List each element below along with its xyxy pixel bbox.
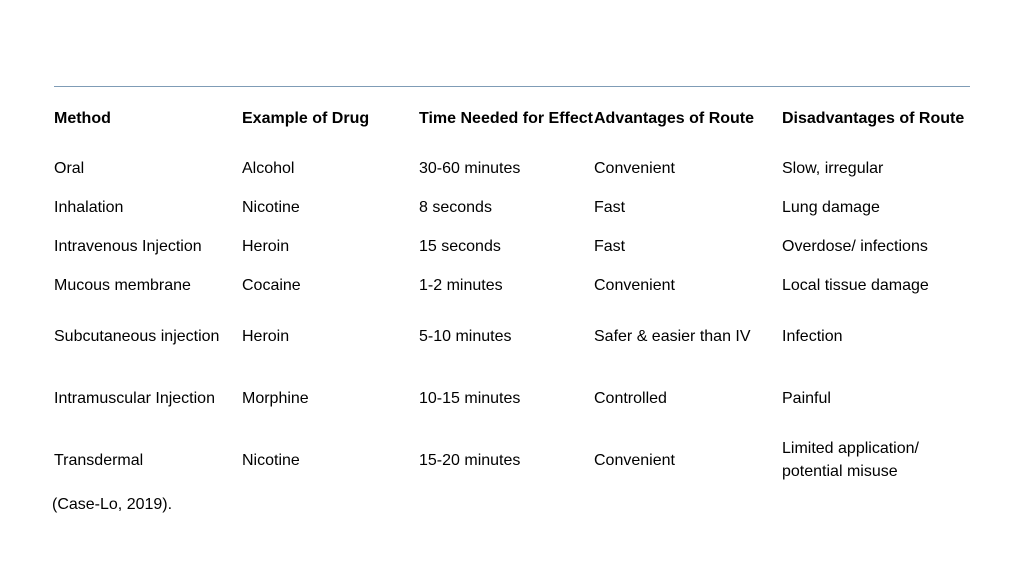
cell-advantage: Fast bbox=[594, 238, 626, 255]
header-method: Method bbox=[54, 109, 111, 127]
cell-drug: Alcohol bbox=[242, 160, 295, 177]
cell-disadvantage: Painful bbox=[782, 389, 831, 407]
table-row bbox=[54, 188, 970, 227]
cell-time: 1-2 minutes bbox=[419, 277, 503, 294]
cell-drug: Morphine bbox=[242, 389, 309, 407]
cell-method: Intravenous Injection bbox=[54, 238, 202, 255]
cell-method: Transdermal bbox=[54, 451, 144, 469]
cell-drug: Heroin bbox=[242, 327, 290, 345]
table-row bbox=[54, 227, 970, 266]
cell-method: Oral bbox=[54, 160, 85, 177]
cell-advantage: Safer & easier than IV bbox=[594, 327, 751, 345]
cell-advantage: Convenient bbox=[594, 451, 675, 469]
cell-drug: Cocaine bbox=[242, 277, 301, 294]
cell-disadvantage: Lung damage bbox=[782, 199, 880, 216]
cell-advantage: Convenient bbox=[594, 160, 675, 177]
cell-time: 15-20 minutes bbox=[419, 451, 521, 469]
cell-disadvantage: Infection bbox=[782, 327, 843, 345]
cell-disadvantage: Overdose/ infections bbox=[782, 238, 928, 255]
header-time-needed: Time Needed for Effect bbox=[419, 109, 593, 127]
cell-time: 30-60 minutes bbox=[419, 160, 521, 177]
cell-time: 10-15 minutes bbox=[419, 389, 521, 407]
cell-advantage: Convenient bbox=[594, 277, 675, 294]
cell-method: Subcutaneous injection bbox=[54, 327, 220, 345]
cell-disadvantage: Limited application/ potential misuse bbox=[782, 440, 919, 480]
table-row bbox=[54, 429, 970, 491]
header-advantages: Advantages of Route bbox=[594, 109, 755, 127]
citation: (Case-Lo, 2019). bbox=[52, 496, 173, 513]
cell-time: 8 seconds bbox=[419, 199, 492, 216]
cell-method: Intramuscular Injection bbox=[54, 389, 215, 407]
cell-disadvantage: Slow, irregular bbox=[782, 160, 884, 177]
table-row bbox=[54, 367, 970, 429]
header-disadvantages: Disadvantages of Route bbox=[782, 109, 965, 127]
cell-disadvantage: Local tissue damage bbox=[782, 277, 929, 294]
header-example-of-drug: Example of Drug bbox=[242, 109, 370, 127]
drug-routes-table bbox=[54, 87, 970, 491]
table-row bbox=[54, 305, 970, 367]
cell-drug: Heroin bbox=[242, 238, 290, 255]
table-row bbox=[54, 266, 970, 305]
table-header-row bbox=[54, 87, 970, 149]
cell-advantage: Controlled bbox=[594, 389, 667, 407]
table-row bbox=[54, 149, 970, 188]
cell-time: 5-10 minutes bbox=[419, 327, 512, 345]
cell-time: 15 seconds bbox=[419, 238, 501, 255]
cell-drug: Nicotine bbox=[242, 451, 300, 469]
cell-drug: Nicotine bbox=[242, 199, 300, 216]
cell-advantage: Fast bbox=[594, 199, 626, 216]
cell-method: Mucous membrane bbox=[54, 277, 191, 294]
cell-method: Inhalation bbox=[54, 199, 124, 216]
